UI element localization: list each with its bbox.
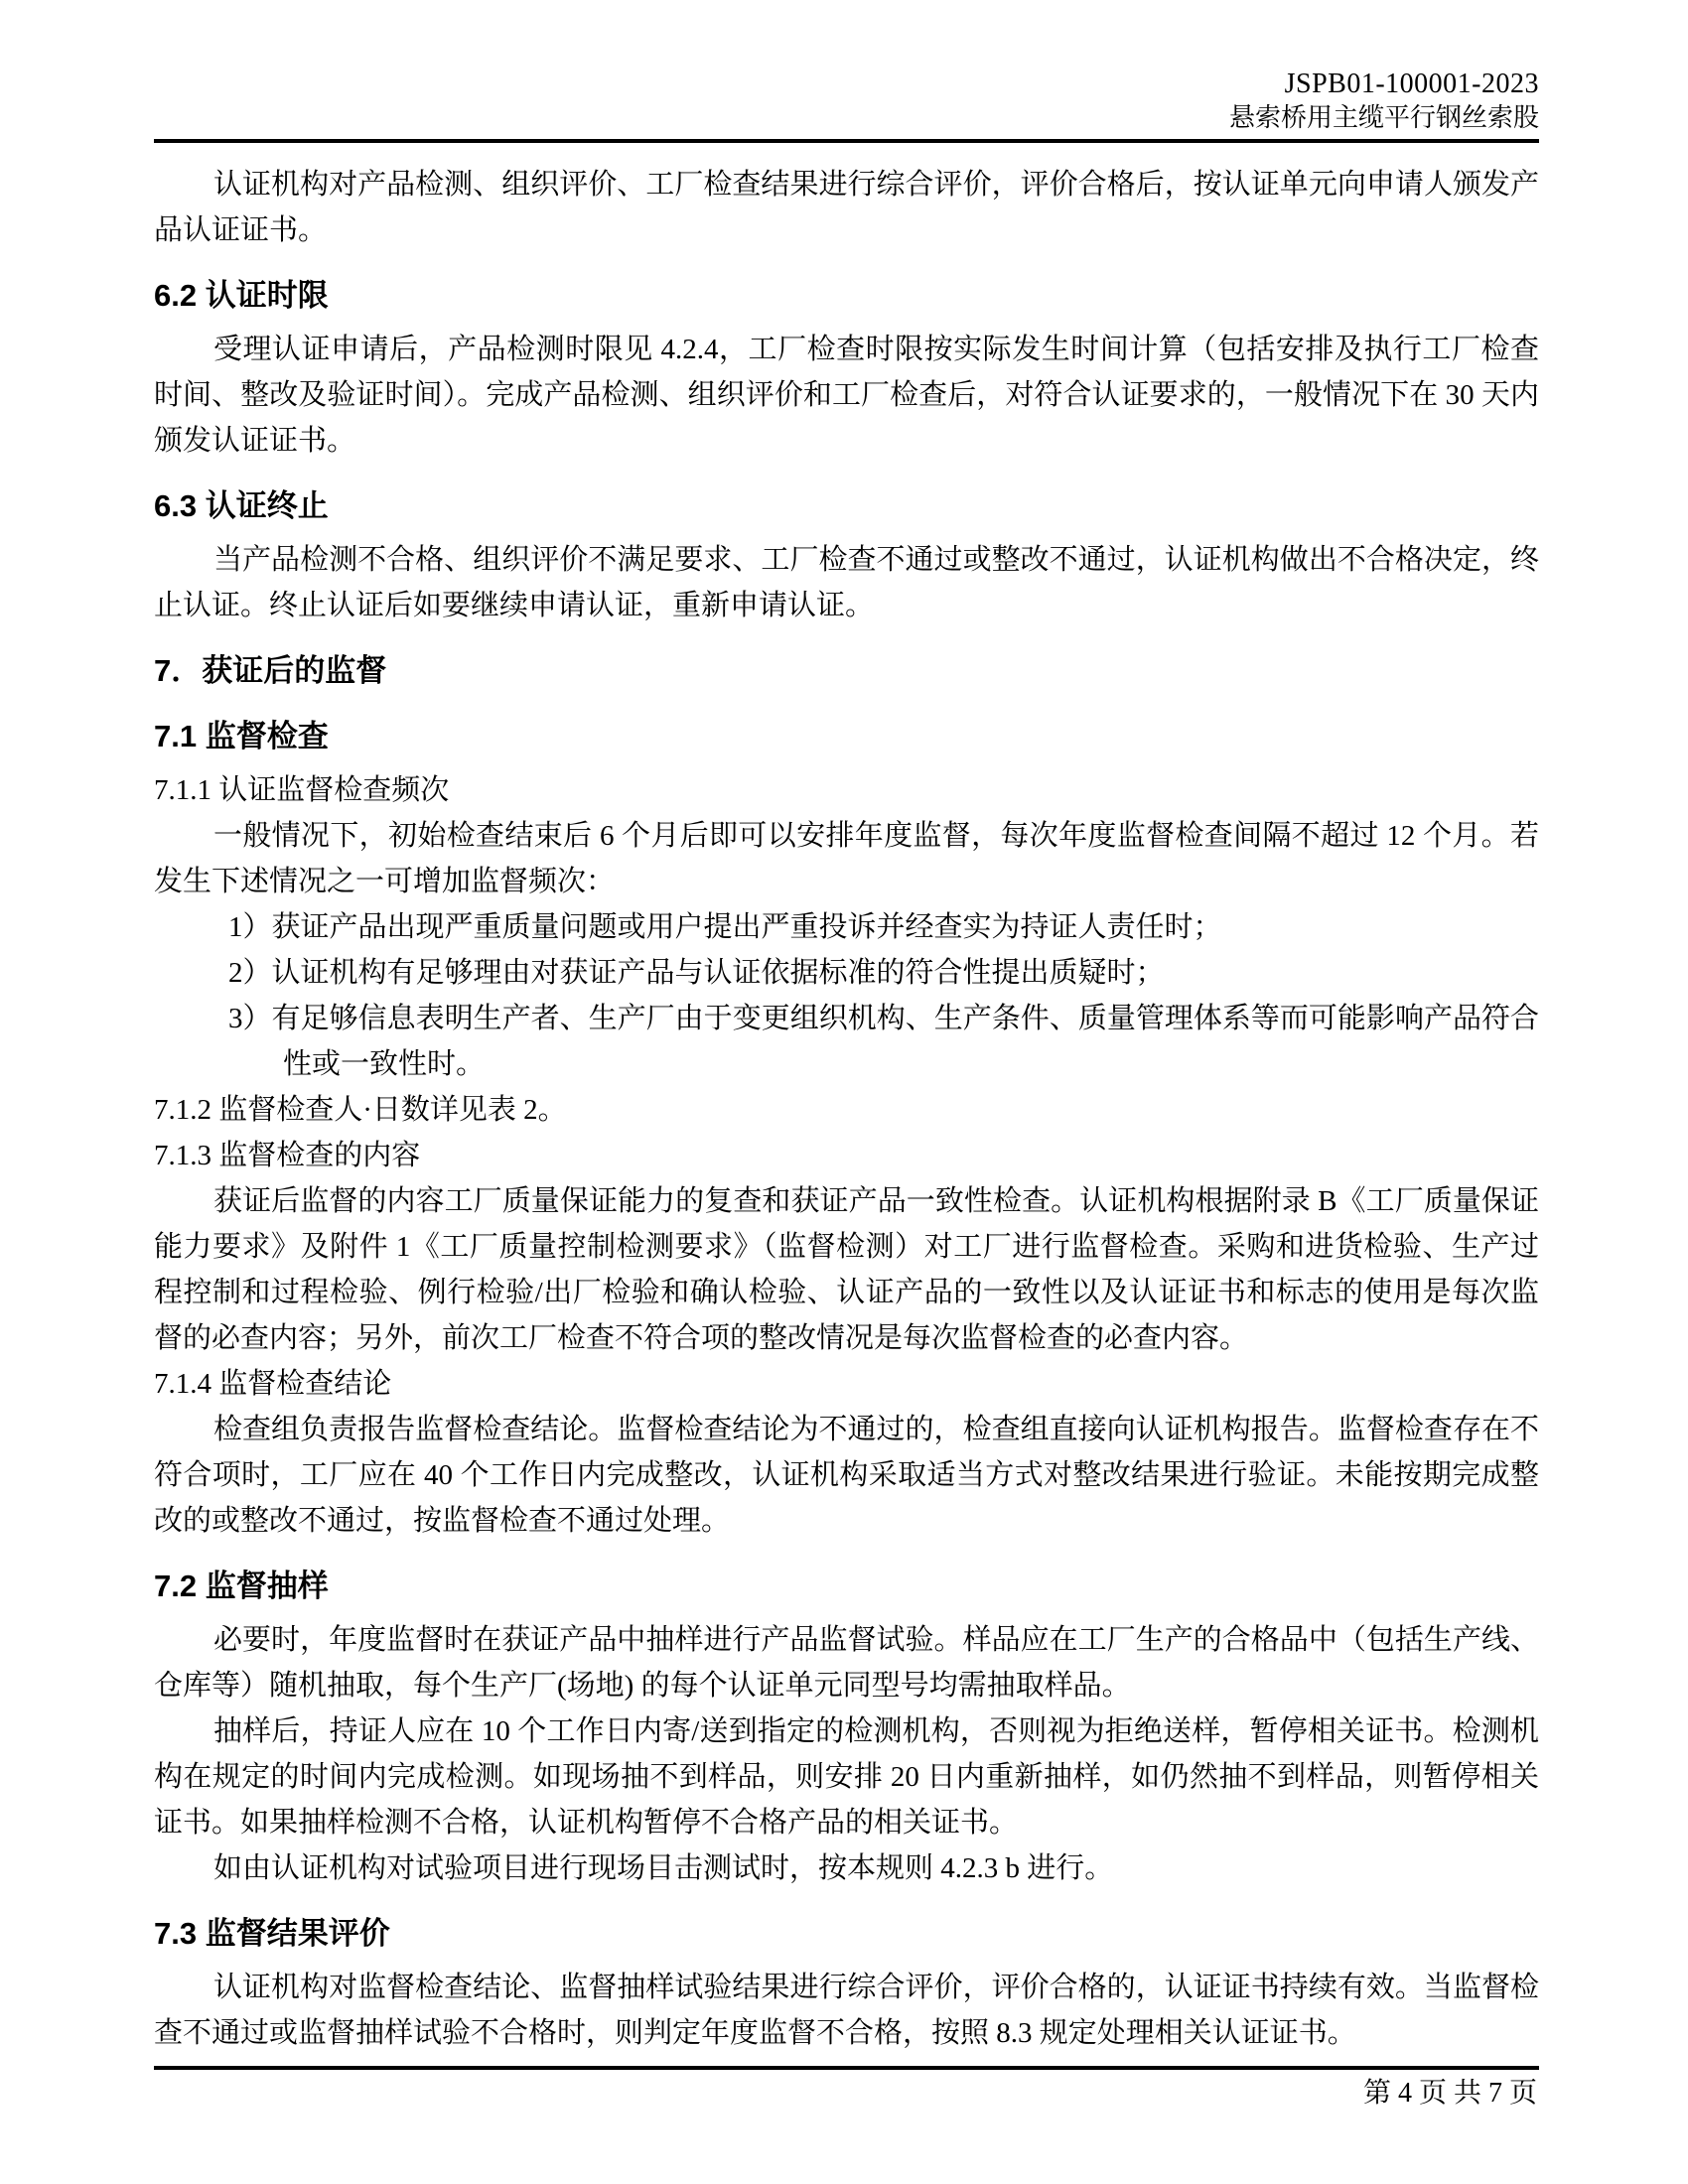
heading-7-1-4: 7.1.4 监督检查结论 xyxy=(154,1368,392,1400)
heading-7-3: 7.3 监督结果评价 xyxy=(154,1916,390,1951)
paragraph-7-2-c: 如由认证机构对试验项目进行现场目击测试时，按本规则 4.2.3 b 进行。 xyxy=(213,1852,1114,1884)
paragraph-7-3: 认证机构对监督检查结论、监督抽样试验结果进行综合评价，评价合格的，认证证书持续有效。当监督检查不通过或监督抽样试验不合格时，则判定年度监督不合格，按照 8.3 规定处理相关认证证书。 xyxy=(154,1972,1539,2049)
paragraph-7-1-1: 一般情况下，初始检查结束后 6 个月后即可以安排年度监督，每次年度监督检查间隔不超过 12 个月。若发生下述情况之一可增加监督频次： xyxy=(154,820,1539,897)
heading-7-1-1: 7.1.1 认证监督检查频次 xyxy=(154,774,450,806)
page-header xyxy=(154,68,1539,135)
heading-7-1: 7.1 监督检查 xyxy=(154,719,329,753)
paragraph-7-1-3: 获证后监督的内容工厂质量保证能力的复查和获证产品一致性检查。认证机构根据附录 B《工厂质量保证能力要求》及附件 1《工厂质量控制检测要求》（监督检测）对工厂进行监督检查。采购和进货检验、生产过程控制和过程检验、例行检验/出厂检验和确认检验、认证产品的一致性以及认证证书和标志的使用是每次监督的必查内容；另外，前次工厂检查不符合项的整改情况是每次监督检查的必查内容。 xyxy=(154,1185,1539,1354)
heading-6-2: 6.2 认证时限 xyxy=(154,278,329,313)
header-divider xyxy=(154,139,1539,143)
paragraph-7-2-b: 抽样后，持证人应在 10 个工作日内寄/送到指定的检测机构，否则视为拒绝送样，暂停相关证书。检测机构在规定的时间内完成检测。如现场抽不到样品，则安排 20 日内重新抽样，如仍然抽不到样品，则暂停相关证书。如果抽样检测不合格，认证机构暂停不合格产品的相关证书。 xyxy=(154,1715,1539,1839)
heading-7-1-3: 7.1.3 监督检查的内容 xyxy=(154,1140,421,1171)
list-item-2: 2）认证机构有足够理由对获证产品与认证依据标准的符合性提出质疑时； xyxy=(228,957,1165,989)
heading-6-3: 6.3 认证终止 xyxy=(154,488,329,523)
heading-7-1-2: 7.1.2 监督检查人·日数详见表 2。 xyxy=(154,1094,567,1126)
document-number: JSPB01-100001-2023 xyxy=(1284,68,1539,99)
list-item-1: 1）获证产品出现严重质量问题或用户提出严重投诉并经查实为持证人责任时； xyxy=(228,911,1222,943)
heading-7-2: 7.2 监督抽样 xyxy=(154,1569,329,1603)
footer-divider xyxy=(154,2066,1539,2070)
paragraph-6-2: 受理认证申请后，产品检测时限见 4.2.4，工厂检查时限按实际发生时间计算（包括安排及执行工厂检查时间、整改及验证时间）。完成产品检测、组织评价和工厂检查后，对符合认证要求的，一般情况下在 30 天内颁发认证证书。 xyxy=(154,334,1539,457)
list-item-3: 3）有足够信息表明生产者、生产厂由于变更组织机构、生产条件、质量管理体系等而可能影响产品符合性或一致性时。 xyxy=(228,1003,1539,1080)
paragraph-6-3: 当产品检测不合格、组织评价不满足要求、工厂检查不通过或整改不通过，认证机构做出不合格决定，终止认证。终止认证后如要继续申请认证，重新申请认证。 xyxy=(154,544,1539,621)
heading-7: 7．获证后的监督 xyxy=(154,653,387,688)
paragraph-intro: 认证机构对产品检测、组织评价、工厂检查结果进行综合评价，评价合格后，按认证单元向申请人颁发产品认证证书。 xyxy=(154,169,1539,246)
paragraph-7-1-4: 检查组负责报告监督检查结论。监督检查结论为不通过的，检查组直接向认证机构报告。监督检查存在不符合项时，工厂应在 40 个工作日内完成整改，认证机构采取适当方式对整改结果进行验证。未能按期完成整改的或整改不通过，按监督检查不通过处理。 xyxy=(154,1414,1539,1537)
page-number: 第 4 页 共 7 页 xyxy=(1362,2078,1537,2109)
document-title: 悬索桥用主缆平行钢丝索股 xyxy=(1228,103,1539,132)
paragraph-7-2-a: 必要时，年度监督时在获证产品中抽样进行产品监督试验。样品应在工厂生产的合格品中（包括生产线、仓库等）随机抽取，每个生产厂(场地) 的每个认证单元同型号均需抽取样品。 xyxy=(154,1624,1539,1702)
document-body xyxy=(154,162,1539,2056)
